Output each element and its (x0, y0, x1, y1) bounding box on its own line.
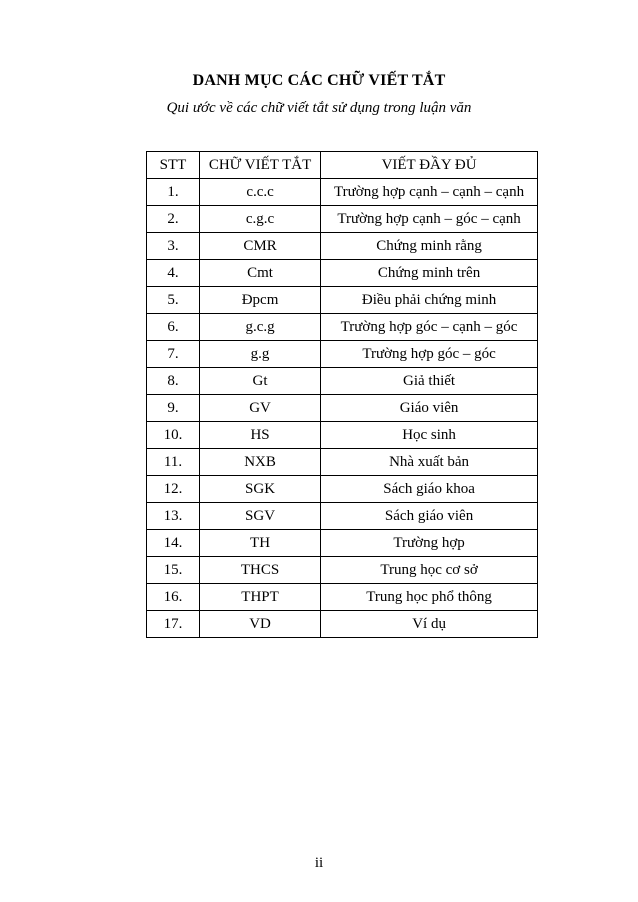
table-row (147, 314, 538, 341)
table-row (147, 557, 538, 584)
row-stt: 9. (147, 395, 200, 422)
row-stt: 10. (147, 422, 200, 449)
row-full-form: Sách giáo viên (321, 503, 538, 530)
row-abbreviation: c.c.c (199, 179, 320, 206)
table-row (147, 368, 538, 395)
row-stt: 16. (147, 584, 200, 611)
table-row (147, 422, 538, 449)
row-abbreviation: Đpcm (199, 287, 320, 314)
row-stt: 15. (147, 557, 200, 584)
header-abbreviation: CHỮ VIẾT TẮT (199, 152, 320, 179)
page-number: ii (314, 855, 324, 871)
table-header-row (147, 152, 538, 179)
row-full-form: Ví dụ (321, 611, 538, 638)
row-abbreviation: NXB (199, 449, 320, 476)
row-full-form: Trường hợp góc – cạnh – góc (321, 314, 538, 341)
row-full-form: Điều phải chứng minh (321, 287, 538, 314)
row-stt: 1. (147, 179, 200, 206)
table-row (147, 206, 538, 233)
row-stt: 3. (147, 233, 200, 260)
row-abbreviation: SGV (199, 503, 320, 530)
table-row (147, 179, 538, 206)
table-row (147, 449, 538, 476)
row-abbreviation: HS (199, 422, 320, 449)
page-subtitle: Qui ước về các chữ viết tắt sử dụng trong luận văn (166, 100, 472, 116)
row-abbreviation: g.g (199, 341, 320, 368)
table-row (147, 503, 538, 530)
row-abbreviation: Gt (199, 368, 320, 395)
table-row (147, 260, 538, 287)
table-row (147, 395, 538, 422)
row-full-form: Sách giáo khoa (321, 476, 538, 503)
row-full-form: Giả thiết (321, 368, 538, 395)
row-full-form: Trường hợp cạnh – góc – cạnh (321, 206, 538, 233)
row-stt: 12. (147, 476, 200, 503)
row-abbreviation: GV (199, 395, 320, 422)
header-full-form: VIẾT ĐẦY ĐỦ (321, 152, 538, 179)
row-full-form: Học sinh (321, 422, 538, 449)
row-stt: 8. (147, 368, 200, 395)
table-row (147, 341, 538, 368)
row-abbreviation: g.c.g (199, 314, 320, 341)
table-row (147, 611, 538, 638)
row-abbreviation: THPT (199, 584, 320, 611)
row-stt: 11. (147, 449, 200, 476)
row-full-form: Giáo viên (321, 395, 538, 422)
row-abbreviation: VD (199, 611, 320, 638)
row-stt: 4. (147, 260, 200, 287)
row-abbreviation: TH (199, 530, 320, 557)
row-stt: 2. (147, 206, 200, 233)
row-abbreviation: c.g.c (199, 206, 320, 233)
row-stt: 13. (147, 503, 200, 530)
row-abbreviation: Cmt (199, 260, 320, 287)
page-title: DANH MỤC CÁC CHỮ VIẾT TẮT (192, 72, 446, 89)
row-full-form: Chứng minh rằng (321, 233, 538, 260)
row-full-form: Chứng minh trên (321, 260, 538, 287)
row-stt: 6. (147, 314, 200, 341)
row-full-form: Trường hợp (321, 530, 538, 557)
row-abbreviation: SGK (199, 476, 320, 503)
abbreviation-table (146, 151, 538, 638)
table-body (147, 179, 538, 638)
row-stt: 5. (147, 287, 200, 314)
header-stt: STT (147, 152, 200, 179)
row-full-form: Trung học phổ thông (321, 584, 538, 611)
table-row (147, 287, 538, 314)
row-abbreviation: CMR (199, 233, 320, 260)
table-row (147, 476, 538, 503)
row-stt: 14. (147, 530, 200, 557)
row-stt: 17. (147, 611, 200, 638)
row-full-form: Trường hợp góc – góc (321, 341, 538, 368)
row-abbreviation: THCS (199, 557, 320, 584)
table-row (147, 584, 538, 611)
table-row (147, 233, 538, 260)
table-row (147, 530, 538, 557)
row-full-form: Nhà xuất bản (321, 449, 538, 476)
row-full-form: Trung học cơ sở (321, 557, 538, 584)
row-stt: 7. (147, 341, 200, 368)
row-full-form: Trường hợp cạnh – cạnh – cạnh (321, 179, 538, 206)
